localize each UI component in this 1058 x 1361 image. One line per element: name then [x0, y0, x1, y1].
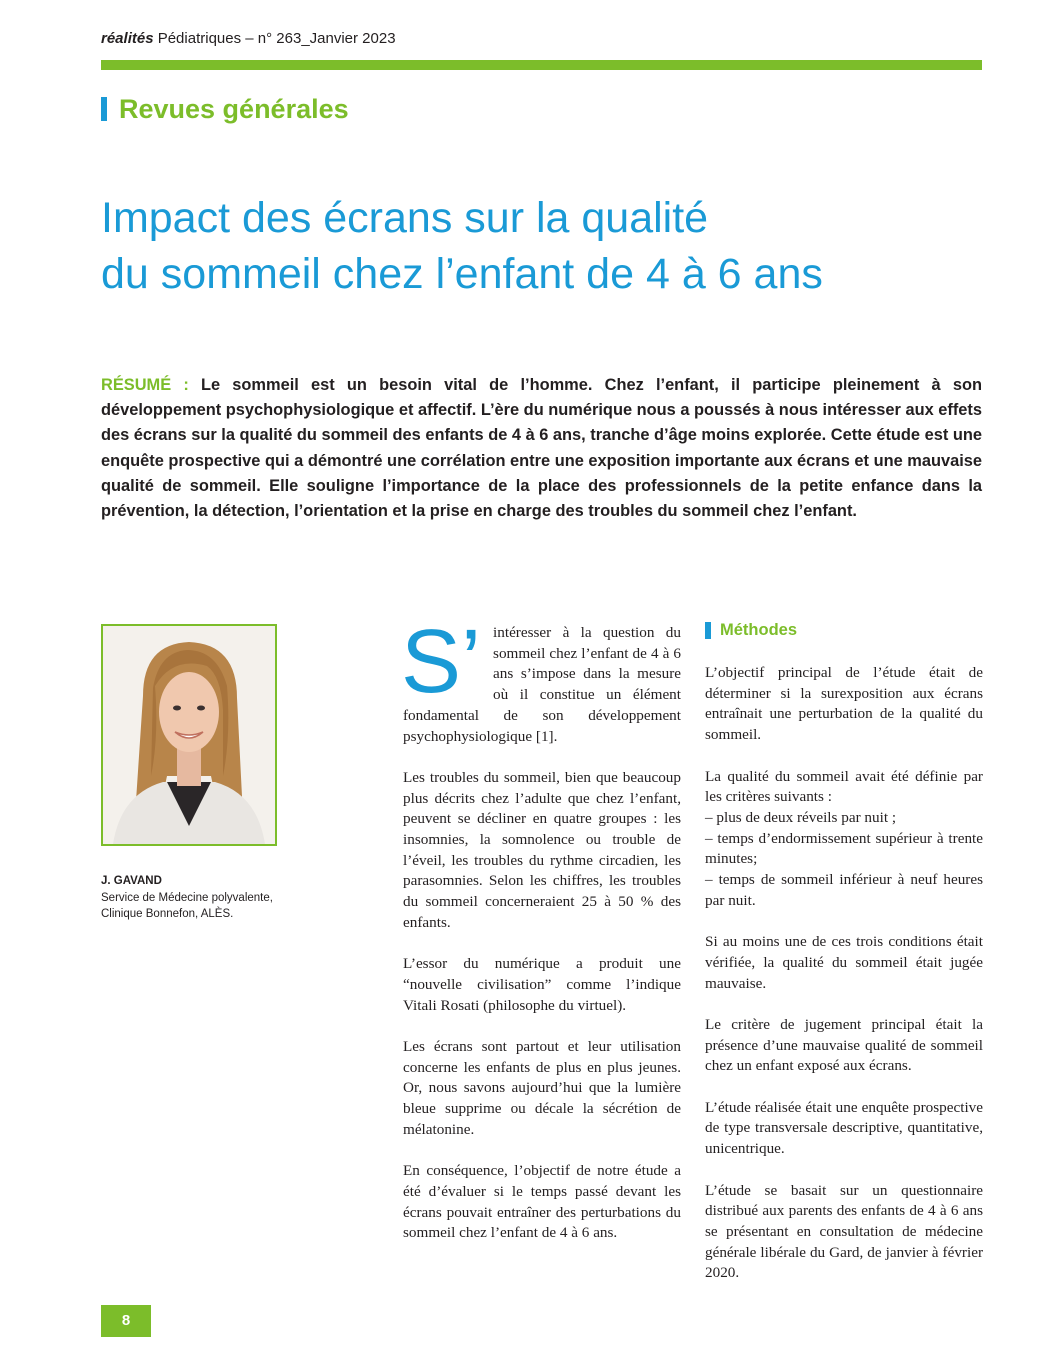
body-column-1	[401, 612, 681, 1265]
section-flag	[101, 94, 349, 124]
section-marker	[101, 97, 107, 121]
journal-brand: réalités	[101, 30, 154, 47]
paragraph: Les écrans sont partout et leur utilisation concerne les enfants de plus en plus jeunes. Or, nous savons aujourd’hui que la lumière bleue supprime ou décale la sécrétion de mélatonine.	[403, 1038, 681, 1138]
body-column-2	[705, 663, 983, 1305]
author-affiliation	[101, 890, 301, 922]
criteria-intro: La qualité du sommeil avait été définie par les critères suivants :	[705, 767, 983, 806]
page-number: 8	[101, 1305, 151, 1337]
portrait-image	[103, 626, 275, 844]
criteria-item: – plus de deux réveils par nuit ;	[705, 808, 897, 826]
criteria-item: – temps d’endormissement supérieur à trente minutes;	[705, 829, 983, 868]
paragraph: L’étude réalisée était une enquête prospective de type transversale descriptive, quantitative, unicentrique.	[705, 1098, 983, 1158]
paragraph: L’objectif principal de l’étude était de déterminer si la surexposition aux écrans entraînait une perturbation de la qualité du sommeil.	[705, 664, 983, 744]
article-title	[101, 190, 981, 302]
heading-marker	[705, 622, 711, 639]
author-name: J. GAVAND	[101, 875, 162, 887]
paragraph: Si au moins une de ces trois conditions était vérifiée, la qualité du sommeil était jugée mauvaise.	[705, 933, 983, 992]
paragraph: Les troubles du sommeil, bien que beaucoup plus décrits chez l’adulte que chez l’enfant, peuvent se décliner en quatre groupes : les insomnies, la somnolence ou trouble de l’éveil, les troubles du rythme circadien, les parasomnies. Selon les chiffres, les troubles du sommeil concerneraient 25 à 50 % des enfants.	[403, 768, 681, 931]
affiliation-line-1: Service de Médecine polyvalente,	[101, 892, 273, 904]
criteria-paragraph	[705, 767, 983, 912]
paragraph: Le critère de jugement principal était la présence d’une mauvaise qualité de sommeil chez un enfant exposé aux écrans.	[705, 1015, 983, 1075]
criteria-item: – temps de sommeil inférieur à neuf heures par nuit.	[705, 871, 983, 909]
paragraph: L’étude se basait sur un questionnaire distribué aux parents des enfants de 4 à 6 ans se présentant en consultation de médecine générale libérale du Gard, de janvier à février 2020.	[705, 1181, 983, 1282]
running-head	[101, 30, 396, 47]
abstract	[101, 373, 982, 524]
affiliation-line-2: Clinique Bonnefon, ALÈS.	[101, 908, 234, 920]
title-line-2: du sommeil chez l’enfant de 4 à 6 ans	[101, 250, 823, 298]
paragraph: L’essor du numérique a produit une “nouvelle civilisation” comme l’indique Vitali Rosati (philosophe du virtuel).	[403, 955, 681, 1014]
methods-heading	[705, 621, 797, 640]
paragraph: En conséquence, l’objectif de notre étude a été d’évaluer si le temps passé devant les écrans pouvait entraîner des perturbations du sommeil chez l’enfant de 4 à 6 ans.	[403, 1162, 681, 1242]
title-line-1: Impact des écrans sur la qualité	[101, 194, 709, 242]
journal-issue: Pédiatriques – n° 263_Janvier 2023	[153, 30, 396, 47]
author-photo	[101, 624, 277, 846]
header-rule	[101, 60, 982, 70]
abstract-lead: RÉSUMÉ :	[101, 376, 189, 394]
intro-paragraph	[401, 612, 681, 747]
intro-text: intéresser à la question du sommeil chez l’enfant de 4 à 6 ans s’impose dans la mesure où il constitue un élément fondamental de son développement psychophysiologique [1].	[403, 624, 681, 745]
section-label: Revues générales	[119, 93, 349, 124]
methods-heading-label: Méthodes	[720, 621, 798, 639]
abstract-text: Le sommeil est un besoin vital de l’homme. Chez l’enfant, il participe pleinement à son développement psychophysiologique et affectif. L’ère du numérique nous a poussés à nous intéresser aux effets des écrans sur la qualité du sommeil des enfants de 4 à 6 ans, tranche d’âge moins explorée. Cette étude est une enquête prospective qui a démontré une corrélation entre une exposition importante aux écrans et une mauvaise qualité de sommeil. Elle souligne l’importance de la place des professionnels de la petite enfance dans la prévention, la détection, l’orientation et la prise en charge des troubles du sommeil chez l’enfant.	[101, 376, 982, 521]
drop-cap: S’	[401, 612, 482, 712]
